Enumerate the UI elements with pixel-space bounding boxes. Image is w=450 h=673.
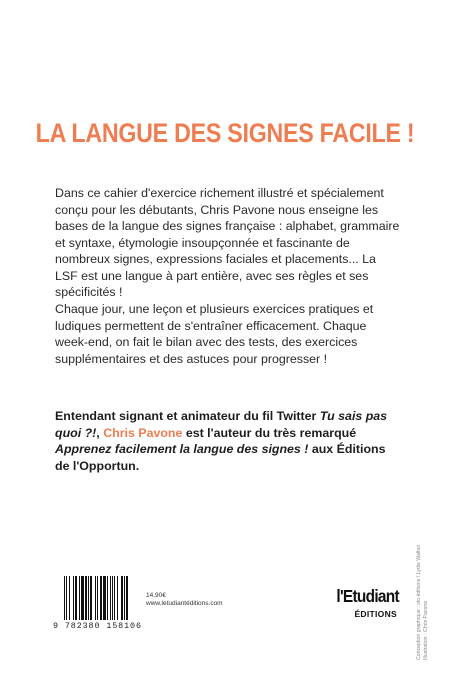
author-bio <box>55 408 400 474</box>
author-bio-text-4: aux Éditions de l'Opportun. <box>55 442 386 473</box>
credits-illustration-line: Illustration : Chris Pavone <box>423 600 429 660</box>
price-label: 14,90€ <box>146 592 166 599</box>
credits-design-line: Conception graphique : olo.éditions / Lydie Walton <box>416 544 422 660</box>
back-cover-title: LA LANGUE DES SIGNES FACILE ! <box>35 118 415 148</box>
publisher-logo-sub: ÉDITIONS <box>354 609 397 619</box>
isbn-number: 9 782380 158106 <box>53 621 142 631</box>
previous-book-title: Apprenez facilement la langue des signes ! <box>55 442 309 456</box>
author-bio-text-2: , <box>96 425 104 440</box>
twitter-account-name: Tu sais pas quoi ?! <box>55 409 388 440</box>
barcode-bars <box>64 576 130 620</box>
isbn-barcode <box>54 574 138 620</box>
description-paragraph-1: Dans ce cahier d'exercice richement illustré et spécialement conçu pour les débutants, Chris Pavone nous enseigne les bases de la langue des signes française : alphabet, grammaire et syntaxe, étymologie insoupçonnée et fascinante de nombreux signes, expressions faciales et placements... La LSF est une langue à part entière, avec ses règles et ses spécificités ! <box>55 186 400 299</box>
design-credits <box>416 545 430 660</box>
author-bio-text-1: Entendant signant et animateur du fil Twitter <box>55 409 320 423</box>
publisher-website: www.letudiantéditions.com <box>146 600 223 607</box>
publisher-logo <box>328 586 398 630</box>
author-bio-text-3: est l'auteur du très remarqué <box>182 425 357 440</box>
author-name: Chris Pavone <box>103 425 183 440</box>
description-paragraph-2: Chaque jour, une leçon et plusieurs exercices pratiques et ludiques permettent de s'entraîner efficacement. Chaque week-end, on fait le bilan avec des tests, des exercices supplémentaires et des astuces pour progresser ! <box>55 302 374 366</box>
publisher-logo-name: l'Etudiant <box>336 586 399 606</box>
